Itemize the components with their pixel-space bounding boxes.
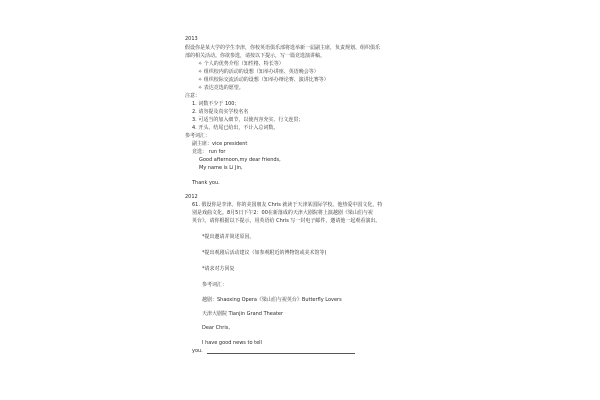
year-2012: 2012 — [185, 194, 198, 200]
prompt-point: *提出邀请并简述原因。 — [202, 234, 255, 240]
note-item: 4. 开头、结尾已给出，不计入总词数。 — [192, 125, 279, 131]
letter-greeting: Good afternoon,my dear friends, — [199, 157, 281, 163]
reference-title: 参考词汇： — [202, 282, 228, 288]
bullet-item: ✧ 表达竞选的愿望。 — [198, 85, 244, 91]
year-2013: 2013 — [185, 36, 198, 42]
note-item: 3. 可适当的加入细节，以使内容充实、行文连贯； — [192, 117, 304, 123]
bullet-item: ✧ 个人的优势介绍（知性格、特长等） — [198, 61, 284, 67]
reference-item: 副主席：vice president — [192, 141, 248, 147]
prompt-point: *提出观剧后活动建议（如参观附近的博物馆或美术馆等) — [202, 250, 327, 256]
intro-2013-line1: 假设你是某大学的学生李津，你校英语俱乐部将选举新一届副主席，负责规划、组织俱乐 — [185, 45, 381, 51]
note-item: 1. 词数不少于 100； — [192, 101, 240, 107]
letter-body-line2: you. — [192, 348, 203, 354]
letter-body-line1: I have good news to tell — [202, 340, 262, 346]
letter-name-line: My name is Li Jin, — [199, 165, 243, 171]
intro-2012-line2: 别是戏曲文化。8月5日下午2：00在新落成的天津大剧院将上演越剧《梁山伯与祝 — [192, 210, 373, 216]
reference-title: 参考词汇： — [185, 133, 211, 139]
letter-salutation: Dear Chris, — [202, 325, 230, 331]
intro-2012-line1: 61. 假设你是李津。你的美国朋友 Chris 就读于天津某国际学校。他热爱中国文化，特 — [192, 202, 383, 208]
answer-line — [207, 353, 355, 354]
notes-title: 注意： — [185, 93, 201, 99]
letter-closing: Thank you. — [192, 180, 220, 186]
bullet-item: ✧ 组织校际交流活动的设想（知举办辩论赛、演讲比赛等） — [198, 77, 329, 83]
reference-item: 天津大剧院 Tianjin Grand Theater — [202, 311, 284, 317]
prompt-point: *请求对方回复 — [202, 266, 235, 272]
reference-item: 越剧：Shaoxing Opera《梁山伯与祝英台》Butterfly Lovers — [202, 297, 342, 303]
reference-item: 竞选： run for — [192, 149, 226, 155]
intro-2013-line2: 部的相关活动。你欲参选，请按以下提示，写一篇竞选演讲稿。 — [185, 53, 326, 59]
bullet-item: ✧ 组织校内的活动的设想（知举办讲座、英语晚会等） — [198, 69, 319, 75]
intro-2012-line3: 英台》。请你根据以下提示，用英语给 Chris 写一封电子邮件，邀请他一起观看演出。 — [192, 218, 381, 224]
note-item: 2. 请勿提及真实学校名名 — [192, 109, 249, 115]
